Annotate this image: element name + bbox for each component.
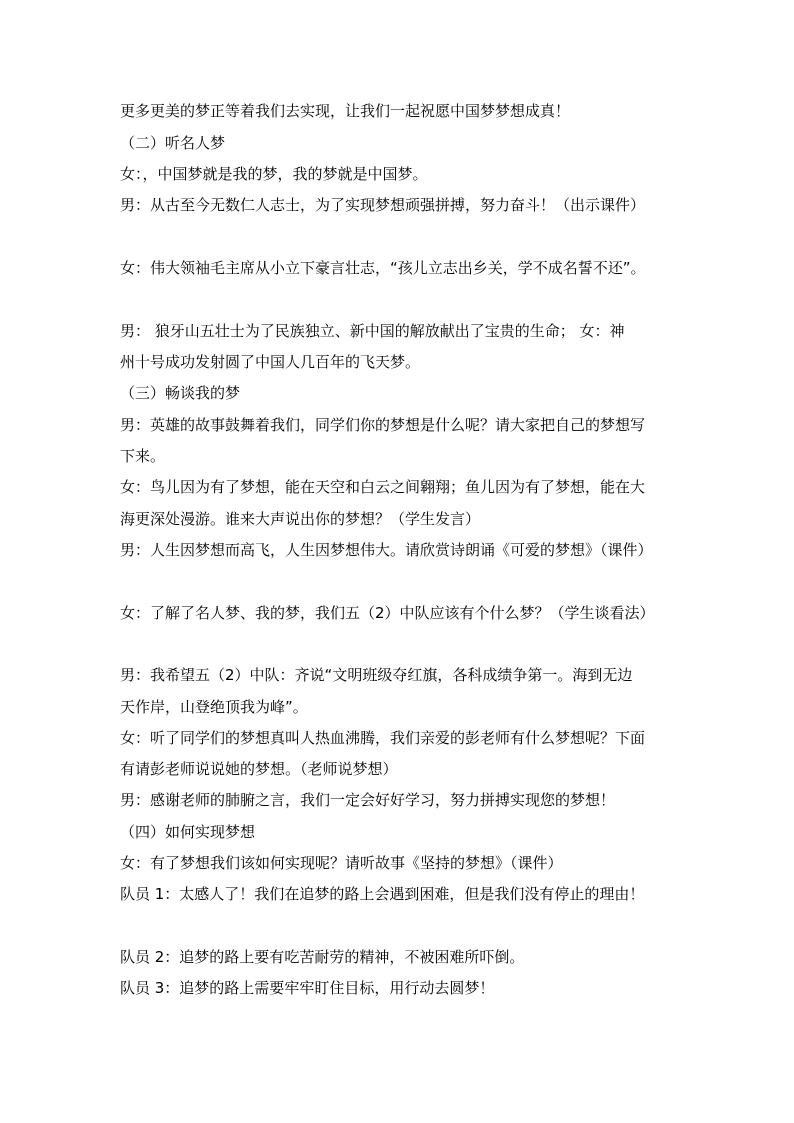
text-line: 州十号成功发射圆了中国人几百年的飞天梦。: [120, 353, 421, 371]
text-line: 男：英雄的故事鼓舞着我们，同学们你的梦想是什么呢？请大家把自己的梦想写: [120, 416, 646, 434]
text-line: 队员 3：追梦的路上需要牢牢盯住目标，用行动去圆梦！: [120, 979, 495, 997]
text-line: 男：我希望五（2）中队：齐说“文明班级夺红旗，各科成绩争第一。海到无边: [120, 666, 633, 684]
text-line: 男：从古至今无数仁人志士，为了实现梦想顽强拼搏，努力奋斗！（出示课件）: [120, 196, 646, 214]
text-line: 海更深处漫游。谁来大声说出你的梦想？（学生发言）: [120, 510, 481, 528]
text-line: 女：伟大领袖毛主席从小立下豪言壮志，“孩儿立志出乡关，学不成名誓不还”。: [120, 259, 646, 277]
text-line: 男：人生因梦想而高飞，人生因梦想伟大。请欣赏诗朗诵《可爱的梦想》（课件）: [120, 541, 653, 559]
text-line: 女：鸟儿因为有了梦想，能在天空和白云之间翱翔；鱼儿因为有了梦想，能在大: [120, 478, 646, 496]
section-heading: （三）畅谈我的梦: [120, 384, 241, 402]
text-line: 队员 2：追梦的路上要有吃苦耐劳的精神，不被困难所吓倒。: [120, 948, 525, 966]
section-heading: （四）如何实现梦想: [120, 823, 256, 841]
text-line: 女：了解了名人梦、我的梦，我们五（2）中队应该有个什么梦？（学生谈看法）: [120, 604, 655, 622]
text-line: 女：听了同学们的梦想真叫人热血沸腾，我们亲爱的彭老师有什么梦想呢？下面: [120, 729, 646, 747]
section-heading: （二）听名人梦: [120, 134, 226, 152]
text-line: 更多更美的梦正等着我们去实现，让我们一起祝愿中国梦梦想成真！: [120, 102, 571, 120]
text-line: 队员 1：太感人了！我们在追梦的路上会遇到困难，但是我们没有停止的理由！: [120, 885, 645, 903]
text-line: 天作岸，山登绝顶我为峰”。: [120, 698, 308, 716]
text-line: 下来。: [120, 447, 166, 465]
text-line: 男：感谢老师的肺腑之言，我们一定会好好学习，努力拼搏实现您的梦想！: [120, 791, 616, 809]
text-line: 女：有了梦想我们该如何实现呢？请听故事《坚持的梦想》（课件）: [120, 854, 563, 872]
text-line: 男： 狼牙山五壮士为了民族独立、新中国的解放献出了宝贵的生命； 女：神: [120, 322, 625, 340]
text-line: 有请彭老师说说她的梦想。（老师说梦想）: [120, 760, 398, 778]
text-line: 女：，中国梦就是我的梦，我的梦就是中国梦。: [120, 165, 428, 183]
